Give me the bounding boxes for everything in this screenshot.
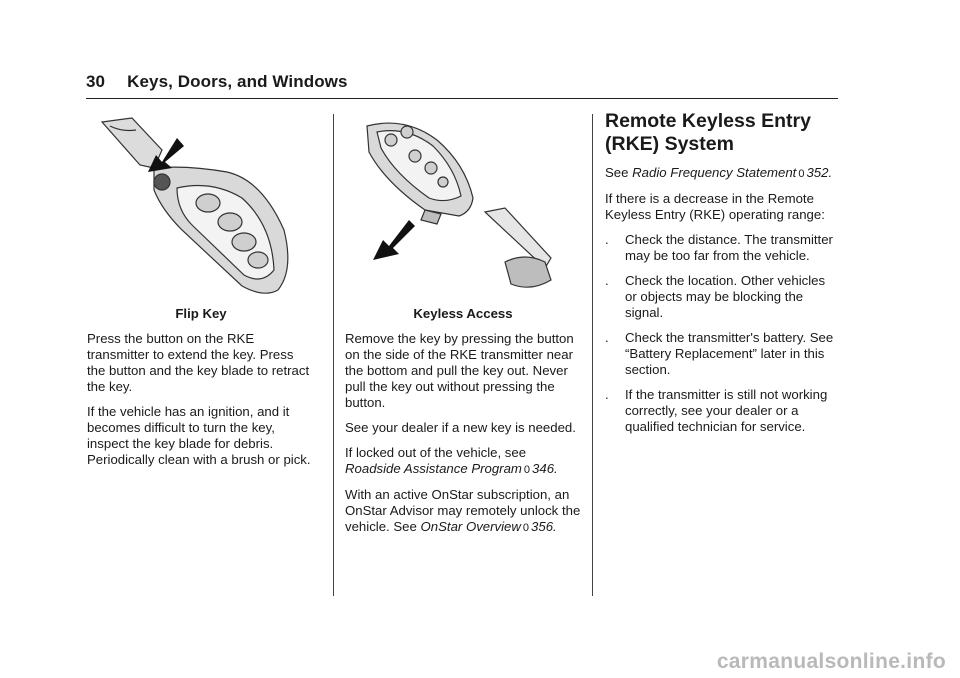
watermark: carmanualsonline.info [716,650,946,673]
flip-key-illustration [92,110,307,300]
section-title: Keys, Doors, and Windows [127,72,348,91]
rke-heading: Remote Keyless Entry (RKE) System [605,110,811,155]
column-divider-2 [592,114,593,596]
col2-paragraph-2: See your dealer if a new key is needed. [345,420,576,435]
page-ref-arrow-icon: 0 [522,522,530,534]
list-item [605,273,839,321]
keyless-access-illustration [355,112,565,302]
radio-frequency-link[interactable] [632,165,832,180]
list-item-text: Check the distance. The transmitter may be too far from the vehicle. [625,232,833,263]
col2-paragraph-4 [345,487,581,536]
col2-paragraph-3 [345,445,581,478]
col1-paragraph-1: Press the button on the RKE transmitter to extend the key. Press the button and the key blade to retract the key. [87,331,310,394]
rke-intro: If there is a decrease in the Remote Keyless Entry (RKE) operating range: [605,191,825,222]
bullet-mark: . [605,330,609,345]
see-label: See [605,165,629,180]
bullet-mark: . [605,387,609,402]
column-3 [605,110,839,444]
col2-paragraph-1: Remove the key by pressing the button on the side of the RKE transmitter near the bottom and pull the key out. Never pull the key out without pressing the button. [345,331,574,410]
list-item-text: If the transmitter is still not working correctly, see your dealer or a qualified technician for service. [625,387,828,434]
page-header [86,72,348,92]
radio-frequency-page-ref: 352. [806,165,833,180]
roadside-assistance-ref: Roadside Assistance Program [345,461,522,476]
column-1 [87,306,315,477]
lockout-text: If locked out of the vehicle, see [345,445,527,460]
onstar-text: With an active OnStar subscription, an OnStar Advisor may remotely unlock the vehicle. See [345,487,581,534]
onstar-page-ref: 356. [531,519,557,534]
flip-key-caption: Flip Key [175,306,227,321]
bullet-mark: . [605,273,609,288]
list-item-text: Check the transmitter's battery. See “Battery Replacement” later in this section. [625,330,834,377]
roadside-page-ref: 346. [532,461,558,476]
see-statement [605,165,839,182]
page-ref-arrow-icon: 0 [798,168,805,180]
bullet-mark: . [605,232,609,247]
column-divider-1 [333,114,334,596]
page-ref-arrow-icon: 0 [523,464,531,476]
col1-paragraph-2: If the vehicle has an ignition, and it becomes difficult to turn the key, inspect the key blade for debris. Periodically clean with a brush or pick. [87,404,311,467]
list-item-text: Check the location. Other vehicles or objects may be blocking the signal. [625,273,826,320]
list-item [605,387,839,435]
onstar-overview-link[interactable] [421,519,557,534]
list-item [605,330,839,378]
page-number: 30 [86,72,106,91]
radio-frequency-ref: Radio Frequency Statement [632,165,797,180]
keyless-access-caption: Keyless Access [413,306,513,321]
roadside-assistance-link[interactable] [345,461,558,476]
rke-checklist [605,232,839,435]
column-2 [345,306,581,545]
list-item [605,232,839,264]
header-rule [86,98,838,99]
onstar-overview-ref: OnStar Overview [420,519,521,534]
